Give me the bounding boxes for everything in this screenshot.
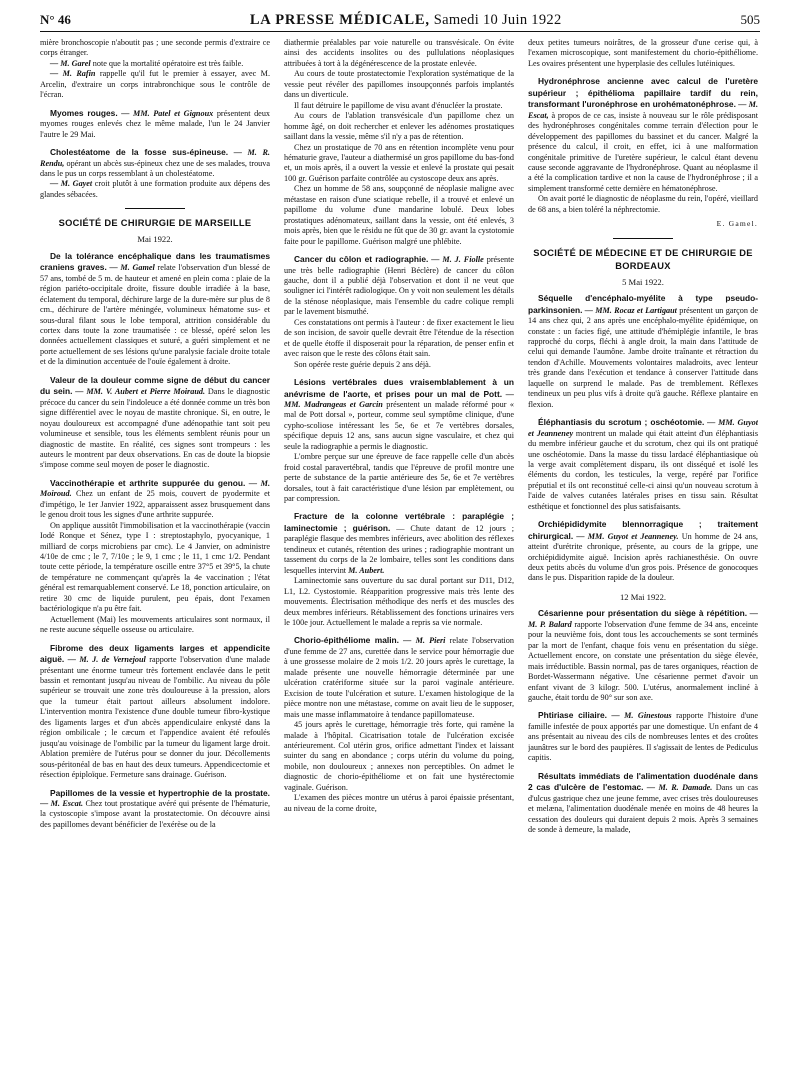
article-fracture	[284, 511, 514, 576]
text: rapporte l'observation d'une femme de 34 ans, enceinte pour la neuvième fois, dont tous les accouchements se sont terminés par la mort de l'enfant, chaque fois venu en présentation du siège. Actuellement encore, on constate une présentation du siège élevée, mais irréductible. Bassin normal, pas de tares organiques, réaction de Bordet-Wassermann négative. Une césarienne permet d'avoir un enfant vivant de 3 kilogr. 500. L'utérus, anormalement incliné à gauche, était tordu de 90° sur son axe.	[528, 619, 758, 703]
article-hydronephrose	[528, 76, 758, 194]
section-rule	[125, 208, 185, 209]
text: Un homme de 24 ans, atteint d'urétrite chronique, présente, au cours de la grippe, une orchiépididymite aiguë. Incision après rachianesthésie. On ouvre deux petits abcès du volume d'un gros pois. Présence de gonocoques dans le pus. Disparition rapide de la douleur.	[528, 531, 758, 583]
author: — M. J. de Vernejoul	[64, 655, 146, 665]
paragraph: Au cours de l'ablation transvésicale d'un papillome chez un homme âgé, on doit rechercher et enlever les adénomes prostatiques saillant dans la vessie, même s'il n'y a pas de rétention.	[284, 111, 514, 142]
column-1	[40, 38, 270, 1064]
article-cesarienne	[528, 608, 758, 703]
author: — M. Gamel	[106, 263, 155, 273]
text: Chez tout prostatique avéré qui présente de l'hématurie, la cystoscopie s'impose avant la prostatectomie. On découvre ainsi des papillomes devant bénéficier de l'exérèse ou de la	[40, 799, 270, 829]
journal-name: LA PRESSE MÉDICALE,	[249, 12, 430, 28]
text-columns	[40, 38, 760, 1064]
text: Dans le diagnostic précoce du cancer du sein l'indoleuce a été donnée comme un très bon signe différentiel avec le noyau de mastite chronique. Si, en outre, le noyau douloureux est accompagné d'une adénopathie tant soit peu volumineuse et sensible, tous les éléments semblent réunis pour un diagnostic de mastite. En réalité, ces signes sont trompeurs : les auteurs le montrent par deux observations. En cas de doute la biopsie s'impose comme seul moyen de poser le diagnostic.	[40, 387, 270, 470]
article-myomes	[40, 108, 270, 140]
article-heading: Cholestéatome de la fosse sus-épineuse.	[50, 147, 229, 158]
text: relate l'observation d'une femme de 27 ans, curettée dans le service pour hémorragie due à une grossesse molaire de 2 mois 1/2. 20 jours après le curettage, la malade présente une nouvelle hémorragie déterminée par une ulcération cratériforme située sur la paroi vaginale antérieure. Excision de toute l'ulcération et suture. L'examen histologique de la pièce montre non une métastase, comme on avait lieu de le supposer, mais une masse inflammatoire à tendance papillomateuse.	[284, 636, 514, 719]
article-heading: Éléphantiasis du scrotum ; oschéotomie.	[538, 417, 705, 428]
page-number: 505	[740, 12, 760, 27]
paragraph: 45 jours après le curettage, hémorragie très forte, qui ramène la malade à l'hôpital. Cicatrisation totale de l'ulcération excisée antérieurement. Col utérin gros, orifice admettant l'index et laissant suinter du sang en abondance ; corps utérin du volume du poing, mobile, non douloureux ; annexes non perceptibles. On admet le diagnostic de chorio-épithéliome et on fait une hystérectomie vaginale. Guérison.	[284, 720, 514, 792]
article-elephantiasis	[528, 417, 758, 512]
author: — M. Escat,	[528, 100, 758, 120]
article-alimentation	[528, 771, 758, 836]
article-heading: Papillomes de la vessie et hypertrophie de la prostate.	[50, 787, 270, 798]
article-heading: Hydronéphrose ancienne avec calcul de l'uretère supérieur ; épithélioma papillaire tardif du rein, transformant l'uronéphrose en urohématonéphrose.	[528, 76, 758, 110]
article-heading: Valeur de la douleur comme signe de début du cancer du sein.	[40, 374, 270, 397]
article-heading: Fibrome des deux ligaments larges et appendicite aiguë.	[40, 642, 270, 665]
text: présentent deux myomes rouges enlevés chez le même malade, l'un le 24 Janvier l'autre le 29 Mai.	[40, 108, 270, 139]
text: Chez un enfant de 25 mois, couvert de pyodermite et d'impétigo, le 1er Janvier 1922, apparaissent assez brusquement dans le genou droit tous les signes d'une arthrite suppurée.	[40, 489, 270, 520]
article-cholesteatome	[40, 147, 270, 179]
session-date: 5 Mai 1922.	[622, 276, 664, 287]
article-tolerance	[40, 251, 270, 368]
paragraph: L'examen des pièces montre un utérus à paroi épaissie présentant, au niveau de la corne droite,	[284, 793, 514, 813]
author: — M. Gayet	[50, 179, 93, 189]
text: rappelle qu'il fut le premier à essayer, avec M. Arcelin, d'extraire un corps intrabronchique sous le contrôle de l'écran.	[40, 69, 270, 100]
author: — MM. Madrangeas et Garcin	[284, 389, 514, 409]
issue-number: N° 46	[40, 12, 71, 27]
author: M. Aubert.	[346, 565, 385, 575]
text: rapporte l'observation d'une malade présentant une énorme tumeur très fortement enclavée dans le petit bassin et remontant jusqu'au niveau de l'ombilic. Au niveau du pôle supérieur se trouvait une zone très douloureuse à la pression, alors que la tumeur était partout ailleurs absolument indolore. L'intervention montra l'existence d'une double tumeur fibro-kystique des ligaments larges et d'un abcès appendiculaire enkysté dans la région ombilicale ; le cæcum et l'appendice avaient été refoulés jusqu'au voisinage de l'ombilic par la tumeur du ligament large droit. Ablation première de l'utérus pour se donner du jour. Décollements sous-péritonéal de bas en haut des deux tumeurs. Appendicectomie et résection épiploïque. Fermeture sans drainage. Guérison.	[40, 655, 270, 780]
paragraph: Il faut détruire le papillome de visu avant d'énucléer la prostate.	[294, 100, 503, 110]
article-orchiepididymite	[528, 519, 758, 584]
paragraph: Au cours de toute prostatectomie l'exploration systématique de la vessie peut révéler des papillomes insoupçonnés parfois implantés dans un diverticule.	[284, 69, 514, 100]
article-heading: Résultats immédiats de l'alimentation duodénale dans 2 cas d'ulcère de l'estomac.	[528, 770, 758, 793]
text: Dans un cas d'ulcus gastrique chez une jeune femme, avec crises très douloureuses et melæna, l'alimentation duodénale menée en moins de 48 heures la cessation des douleurs qui duraient depuis 2 mois. Après 3 semaines de sonde à demeure, la malade,	[528, 783, 758, 834]
paragraph: On avait porté le diagnostic de néoplasme du rein, l'opéré, vieillard de 68 ans, a bien toléré la néphrectomie.	[528, 194, 758, 214]
issue-date: Samedi 10 Juin 1922	[433, 12, 562, 28]
author: — M. Rafin	[50, 69, 96, 79]
paragraph: L'ombre perçue sur une épreuve de face rappelle celle d'un abcès froid costal paravertébral, tandis que l'épreuve de profil montre une perte de substance de la partie antérieure des 5e, 6e et 7e vertèbres dorsales, tout à fait caractéristique d'une lésion par emplètement, ou par compression.	[284, 452, 514, 504]
text: relate l'observation d'un blessé de 57 ans, tombé de 5 m. de hauteur et amené en plein coma : plaie de la région pariéto-occipitale droite, fissure double irradiée à la base, éclatement du temporal, déchirure large de la dure-mère sur plus de 8 cm., déchirure de l'artère méningée, volumineux hématome sus- et sous-dural filant sous le lobe temporal, attrition considérable du cortex dans toute la zone traumatisée : ce blessé, opéré selon les données actuellement classiques et suturé, a guéri simplement et ne porte actuellement de ses lésions qu'une paralysie faciale droite totale et de la diminution accentuée de l'ouïe également à droite.	[40, 263, 270, 367]
article-heading: Fracture de la colonne vertébrale : paraplégie ; laminectomie ; guérison.	[284, 511, 514, 533]
author: — MM. Rocaz et Lartigaut	[582, 305, 677, 315]
article-heading: Cancer du côlon et radiographie.	[294, 254, 429, 265]
text: présentent un malade réformé pour « mal de Pott dorsal », porteur, comme seul symptôme clinique, d'une cypho-scoliose intéressant les 5e, 6e et 7e vertèbres dorsales, spécifique depuis 12 ans, sans aucun signe vasculaire, et chez qui seule la radiographie a permis le diagnostic.	[284, 399, 514, 451]
text: opérant un abcès sus-épineux chez une de ses malades, trouva dans le pus un corps ressemblant à un cholestéatome.	[40, 158, 270, 178]
author: — M. Garel	[50, 58, 91, 68]
signature: E. Gamel.	[716, 219, 758, 229]
session-date: 12 Mai 1922.	[619, 591, 667, 602]
author: — M. R. Rendu,	[40, 148, 270, 168]
article-papillomes	[40, 788, 270, 831]
paragraph: deux petites tumeurs noirâtres, de la grosseur d'une cerise qui, à l'examen microscopique, sont manifestement du chorio-épithéliome. Les ovaires présentent une hyperplasie des cellules lutéiniques.	[528, 38, 758, 68]
article-phtiriase	[528, 710, 758, 763]
text: — Chute datant de 12 jours ; paraplégie flasque des membres inférieurs, avec abolition des réflexes tendineux et cutanés, rétention des urines ; radiographie montrant un tassement du corps de la 2e lombaire, telles sont les conditions dans lesquelles intervint	[284, 523, 514, 575]
paragraph: diathermie préalables par voie naturelle ou transvésicale. On évite ainsi des accidents insolites ou des pullulations néoplasiques attribuées à tort à la dégénérescence de la prostate enlevée.	[284, 38, 514, 68]
text: rapporte l'histoire d'une famille infestée de poux apportés par une domestique. Un enfant de 4 ans présentait au niveau des cils de nombreuses lentes et des croûtes jaunâtres sur le bord des paupières. Il s'agissait de lentes de Pediculus capitis.	[528, 711, 758, 763]
article-cancer-colon	[284, 254, 514, 318]
article-lesions-vertebrales	[284, 377, 514, 452]
text: croit plutôt à une formation produite aux dépens des glandes sébacées.	[40, 179, 270, 199]
running-header	[40, 12, 760, 38]
article-heading: Séquelle d'encéphalo-myélite à type pseudo-parkinsonien.	[528, 293, 758, 315]
author: — MM. Guyot et Jeanneney	[528, 418, 758, 438]
text: à propos de ce cas, insiste à nouveau sur le rôle prédisposant des hydronéphroses congénitales comme terrain d'élection pour le développement des papillomes du bassinet et du cancer. Malgré la présence du calcul, il croit, en effet, ici à une malformation congénitale primitive de l'uretère supérieur, le calcul étant devenu cause seconde aggravante de l'hydronéphrose. Quant au néoplasme il a été la complication tardive et non la cause de l'hydronéphrose ; il a simplement transformé cette dernière en hématonéphrose.	[528, 110, 758, 193]
article-heading: Orchiépididymite blennorragique ; traitement chirurgical.	[528, 519, 758, 541]
paragraph: Chez un homme de 58 ans, soupçonné de néoplasie maligne avec métastase en raison d'une sciatique rebelle, il a trouvé et enlevé un papillome du volume d'une mandarine lobulé. Deux lobes prostatiques adénomateux, saillant dans la vessie, ont été enlevés, 3 mois après, bien que le résidu ne fût que de 30 gr. avant la cystotomie faite pour le papillome. Guérison malgré une phlébite.	[284, 184, 514, 246]
article-vaccinotherapie	[40, 478, 270, 521]
author: — M. Escat.	[40, 799, 84, 808]
paragraph: On applique aussitôt l'immobilisation et la vaccinothérapie (vaccin Iodé Ronque et Sénez, type I : streptostaphylo, pyocyanique, 1 milliard de corps microbiens par cmc). Le 4 Janvier, on administre 4/10e de cmc ; le 7, 7/10e ; le 9, 1 cmc ; le 11, 1 cmc 1/2. Pendant toute cette période, la température oscille entre 37°5 et 39°5, la chute de température ne commençant qu'après la 4e vaccination ; l'état général est remarquablement conservé. Le 18, ponction articulaire, on retire 30 cmc de liquide purulent, peu épais, dont l'examen bactériologique n'a pu être fait.	[40, 520, 270, 614]
author: — MM. Patel et Gignoux	[117, 108, 214, 118]
paragraph	[40, 69, 270, 100]
column-3	[528, 38, 758, 1064]
paragraph: Ces constatations ont permis à l'auteur : de fixer exactement le lieu de son incision, de savoir quelle devrait être l'étendue de la résection et de quelle étoffe il disposerait pour la réparation, de penser enfin et avec raison que le reste des côlons était sain.	[284, 317, 514, 359]
article-heading: De la tolérance encéphalique dans les traumatismes craniens graves.	[40, 250, 270, 273]
society-heading: SOCIÉTÉ DE CHIRURGIE DE MARSEILLE	[58, 218, 252, 229]
text: montrent un malade qui était atteint d'un éléphantiasis du membre inférieur gauche et du scrotum, chez qui ils ont pratiqué une oschéotomie. Dans la masse du tissu lardacé éléphantiasique où la verge avait complètement disparu, ils ont disséqué et isolé les éléments du cordon, les testicules, la verge, repéré par l'orifice préputial et ils ont reconstitué celle-ci ainsi qu'un nouveau scrotum à l'aide de valves cutanées latérales prises en tissu sain. Résultat esthétique et fonctionnel des plus satisfaisants.	[528, 428, 758, 511]
article-heading: Lésions vertébrales dues vraisemblablement à un anévrisme de l'aorte, et prises pour un mal de Pott.	[284, 377, 514, 399]
author: — M. J. Fiolle	[428, 255, 484, 265]
text: présente une très belle radiographie (Henri Béclère) de cancer du côlon gauche, dont il a publié déjà l'observation et dont il ne veut que souligner ici l'intérêt radiologique. On y voit non seulement les détails de la sténose néoplasique, mais l'ensemble du cadre colique rempli par le lavement bismuthé.	[284, 255, 514, 317]
article-heading: Vaccinothérapie et arthrite suppurée du genou.	[50, 477, 246, 488]
paragraph: Son opérée reste guérie depuis 2 ans déjà.	[294, 359, 431, 369]
journal-title	[250, 12, 562, 29]
article-heading: Césarienne pour présentation du siège à répétition.	[538, 608, 748, 619]
header-rule	[40, 31, 760, 32]
author: — MM. Guyot et Jeanneney.	[573, 531, 679, 541]
paragraph	[40, 179, 270, 200]
society-heading: SOCIÉTÉ DE MÉDECINE ET DE CHIRURGIE DE BORDEAUX	[533, 247, 753, 271]
author: — M. Pieri	[398, 636, 446, 646]
column-2	[284, 38, 514, 1064]
author: — M. Moiroud.	[40, 478, 270, 499]
paragraph: mière bronchoscopie n'aboutit pas ; une seconde permis d'extraire ce corps étranger.	[40, 38, 270, 58]
article-heading: Myomes rouges.	[50, 107, 118, 118]
author: — M. R. Damade.	[643, 783, 713, 793]
article-sequelle	[528, 293, 758, 410]
paragraph	[40, 59, 270, 69]
article-chorio	[284, 635, 514, 720]
article-douleur	[40, 375, 270, 471]
article-heading: Phtiriase ciliaire.	[538, 710, 607, 721]
section-rule	[613, 238, 673, 239]
author: — M. P. Balard	[528, 609, 758, 629]
session-date: Mai 1922.	[137, 234, 173, 245]
text: présentent un garçon de 14 ans chez qui, 2 ans après une encéphalo-myélite épidémique, on constate : un facies figé, une attitude d'hémiplégie infantile, le bras rapproché du corps, fléchi à angle droit, la main dans l'attitude de celui qui demande l'aumône. Jambe droite traînante et rétraction du tendon d'Achille. Mouvements volontaires maladroits, avec lenteur très grande dans l'exécution et tendance à conserver l'attitude dans laquelle on surprend le malade. Pas de tremblement. Réflexes tendineux un peu plus vifs à droite qu'à gauche. Réflexe plantaire en flexion.	[528, 305, 758, 409]
paragraph: Chez un prostatique de 70 ans en rétention incomplète venu pour hématurie grave, l'auteur a diathermisé un gros papillome du bas-fond et, un mois après, il a ouvert la vessie et enlevé la prostate qui pesait 100 gr. Guérison parfaite contrôlée au cystoscope deux ans après.	[284, 142, 514, 183]
paragraph: Actuellement (Mai) les mouvements articulaires sont normaux, il ne reste aucune séquelle osseuse ou articulaire.	[40, 614, 270, 635]
article-fibrome	[40, 643, 270, 781]
text: note que la mortalité opératoire est très faible.	[90, 58, 244, 68]
author: — M. Ginestous	[607, 711, 672, 721]
article-heading: Chorio-épithéliome malin.	[294, 635, 399, 646]
author: — MM. V. Aubert et Pierre Moiraud.	[72, 387, 206, 397]
paragraph: Laminectomie sans ouverture du sac dural portant sur D11, D12, L1, L2. Cystostomie. Réapparition progressive mais très lente des mouvements. Électrisation méthodique des nerfs et des muscles des deux membres inférieurs. Rétablissement des fonctions urinaires vers le 100e jour. Actuellement le malade a repris sa vie normale.	[284, 576, 514, 628]
